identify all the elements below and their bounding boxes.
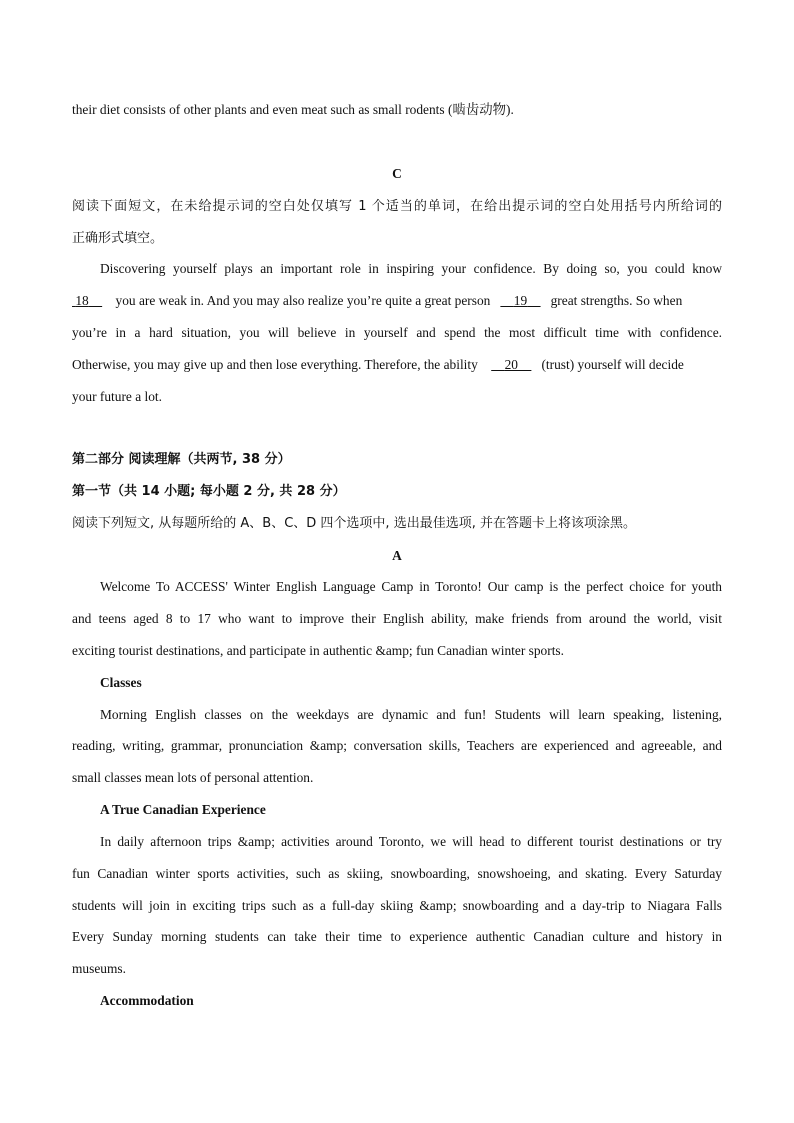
passage-text: Otherwise, you may give up and then lose everything. Therefore, the ability [72, 357, 478, 372]
passage-a-line: exciting tourist destinations, and participate in authentic &amp; fun Canadian winter sports. [72, 643, 564, 658]
passage-c-line [72, 291, 722, 311]
part-2-heading: 第二部分 阅读理解（共两节, 38 分） [72, 452, 291, 467]
passage-c-line: you’re in a hard situation, you will believe in yourself and spend the most difficult time with confidence. [72, 325, 722, 340]
passage-a-line: Morning English classes on the weekdays are dynamic and fun! Students will learn speaking, listening, [100, 707, 722, 722]
experience-heading: A True Canadian Experience [100, 802, 266, 817]
passage-text: great strengths. So when [550, 293, 683, 308]
section-c-instruction: 阅读下面短文，在未给提示词的空白处仅填写 1 个适当的单词，在给出提示词的空白处用括号内所给词的 [72, 199, 722, 214]
passage-a-line: museums. [72, 961, 126, 976]
passage-a-line: Every Sunday morning students can take their time to experience authentic Canadian culture and history in [72, 929, 722, 944]
blank-20: 20 [504, 357, 518, 372]
section-c-instruction-cont: 正确形式填空。 [72, 231, 164, 246]
passage-a-letter: A [392, 548, 402, 563]
passage-c-line: Discovering yourself plays an important role in inspiring your confidence. By doing so, you could know [100, 261, 722, 276]
passage-c-line: your future a lot. [72, 389, 162, 404]
section-c-letter: C [392, 166, 402, 181]
passage-a-line: fun Canadian winter sports activities, such as skiing, snowboarding, snowshoeing, and skating. Every Saturday [72, 866, 722, 881]
passage-text: (trust) yourself will decide [541, 357, 684, 372]
passage-a-line: small classes mean lots of personal attention. [72, 770, 314, 785]
section-1-heading: 第一节（共 14 小题; 每小题 2 分, 共 28 分） [72, 484, 346, 499]
passage-text: you are weak in. And you may also realize you’re quite a great person [115, 293, 491, 308]
passage-c-line [72, 355, 722, 375]
part-2-instruction: 阅读下列短文, 从每题所给的 A、B、C、D 四个选项中, 选出最佳选项, 并在答题卡上将该项涂黑。 [72, 516, 636, 531]
blank-18: 18 [75, 293, 89, 308]
passage-a-line: and teens aged 8 to 17 who want to improve their English ability, make friends from around the world, visit [72, 611, 722, 626]
passage-a-line: Welcome To ACCESS' Winter English Language Camp in Toronto! Our camp is the perfect choice for youth [100, 579, 722, 594]
passage-a-line: In daily afternoon trips &amp; activities around Toronto, we will head to different tourist destinations or try [100, 834, 722, 849]
carryover-text: their diet consists of other plants and even meat such as small rodents (啮齿动物). [72, 102, 514, 117]
classes-heading: Classes [100, 675, 142, 690]
passage-a-line: reading, writing, grammar, pronunciation &amp; conversation skills, Teachers are experienced and agreeable, and [72, 738, 722, 753]
blank-19: 19 [513, 293, 528, 308]
accommodation-heading: Accommodation [100, 993, 194, 1008]
passage-a-line: students will join in exciting trips such as a full-day skiing &amp; snowboarding and a day-trip to Niagara Falls [72, 898, 722, 913]
